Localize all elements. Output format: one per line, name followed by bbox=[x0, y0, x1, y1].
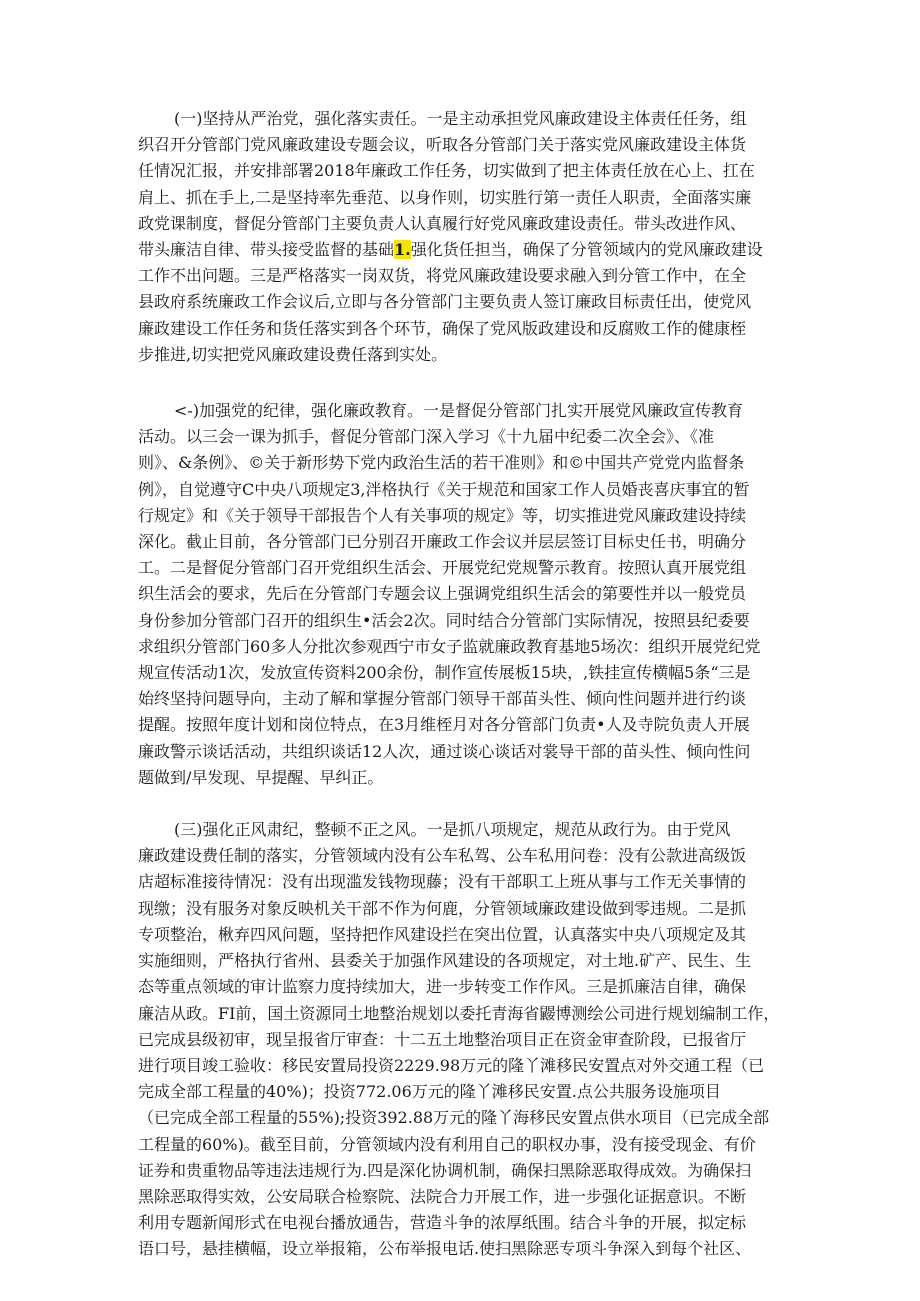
text-line: (一)坚持从严治党，强化落实责任。一是主动承担党风廉政建设主体责任任务，组 bbox=[174, 109, 747, 128]
text-line: 深化。截止目前，各分管部门已分别召开廉政工作会议并层层签订目标史任书，明确分 bbox=[138, 532, 747, 552]
text-line: 步推进,切实把党风廉政建设费任落到实处。 bbox=[138, 344, 448, 364]
text-line-with-highlight bbox=[138, 237, 786, 263]
highlight-marker: 1. bbox=[394, 240, 411, 260]
paragraph-1 bbox=[138, 106, 786, 368]
text-segment: 带头廉洁自律、带头接受监督的基础 bbox=[138, 240, 395, 260]
text-line: 廉洁从政。FI前，国土资源同土地整治规划以委托青海省鼹博测绘公司进行规划编制工作， bbox=[138, 1003, 780, 1023]
text-line: 肩上、抓在手上,二是坚持率先垂范、以身作则，切实胜行第一责任人职责，全面落实廉 bbox=[138, 187, 752, 207]
text-line: 完成全部工程量的40%)；投资772.06万元的隆丫滩移民安置.点公共服务设施项目 bbox=[138, 1082, 721, 1102]
text-line: 黑除恶取得实效，公安局联合检察院、法院合力开展工作，进一步强化证据意识。不断 bbox=[138, 1186, 747, 1206]
text-line: 现缴；没有服务对象反映机关干部不作为何鹿，分管领域廉政建设做到零违规。二是抓 bbox=[138, 898, 747, 918]
text-line: （已完成全部工程量的55%);投资392.88万元的隆丫海移民安置点供水项目（已完成全部 bbox=[138, 1108, 770, 1128]
text-line: 县政府系统廉政工作会议后,立即与各分管部门主要负责人签订廉政目标责任出，使党风 bbox=[138, 292, 752, 312]
text-line: 规宣传活动1次，发放宣传资料200余份，制作宣传展板15块，,铁挂宣传横幅5条“三是 bbox=[138, 663, 751, 683]
document-body bbox=[138, 106, 786, 1263]
text-line: 织生活会的要求，先后在分管部门专题会议上强调党组织生活会的第要性并以一般党员 bbox=[138, 584, 747, 604]
text-line: 店超标准接待情况：没有出现滥发钱物现藤；没有干部职工上班从事与工作无关事情的 bbox=[138, 872, 747, 892]
text-line: 政党课制度，督促分管部门主要负责人认真履行好党风廉政建设责任。带头改进作风、 bbox=[138, 213, 747, 233]
text-line: 廉政建设工作任务和货任落实到各个环节，确保了党风版政建设和反腐败工作的健康桎 bbox=[138, 318, 747, 338]
text-line: 进行项目竣工验收：移民安置局投资2229.98万元的隆丫滩移民安置点对外交通工程（已 bbox=[138, 1055, 765, 1075]
text-line: 实施细则，严格执行省州、县委关于加强作风建设的各项规定，对土地.矿产、民生、生 bbox=[138, 951, 752, 971]
text-line: 提醒。按照年度计划和岗位特点，在3月维桎月对各分管部门负责•人及寺院负责人开展 bbox=[138, 715, 750, 735]
text-line: <-)加强党的纪律，强化廉政教育。一是督促分管部门扎实开展党风廉政宣传教育 bbox=[174, 401, 744, 421]
text-line: 工。二是督促分管部门召开党组织生活会、开展党纪党规警示教育。按照认真开展党组 bbox=[138, 558, 747, 578]
text-line: 利用专题新闻形式在电视台播放通告，营造斗争的浓厚纸围。结合斗争的开展，拟定标 bbox=[138, 1213, 747, 1233]
paragraph-3 bbox=[138, 817, 786, 1262]
text-line: 行规定》和《关于领导干部报告个人有关事项的规定》等，切实推进党风廉政建设持续 bbox=[138, 505, 747, 525]
text-line: 题做到/早发现、早提醒、早纠正。 bbox=[138, 767, 384, 787]
text-line: 廉政警示谈话活动，共组织谈话12人次，通过谈心谈话对裳导干部的苗头性、倾向性问 bbox=[138, 741, 751, 761]
paragraph-2 bbox=[138, 398, 786, 791]
text-line: 已完成县级初审，现呈报省厅审查：十二五土地整治项目正在资金审查阶段，已报省厅 bbox=[138, 1029, 747, 1049]
text-line: 工作不出问题。三是严格落实一岗双货，将党风廉政建设要求融入到分管工作中，在全 bbox=[138, 266, 747, 286]
text-line: 求组织分管部门60多人分批次参观西宁市女子监就廉政教育基地5场次：组织开展党纪党 bbox=[138, 636, 761, 656]
text-line: 活动。以三会一课为抓手，督促分管部门深入学习《十九届中纪委二次全会》、《准 bbox=[138, 427, 715, 447]
text-line: 工程量的60%)。截至目前，分管领域内没有利用自己的职权办事，没有接受现金、有价 bbox=[138, 1134, 756, 1154]
text-line: 则》、&条例》、©关于新形势下党内政治生活的若干准则》和©中国共产党党内监督条 bbox=[138, 453, 745, 473]
text-line: 织召开分管部门党风廉政建设专题会议，听取各分管部门关于落实党风廉政建设主体货 bbox=[138, 135, 747, 155]
text-segment: 强化货任担当，确保了分管领域内的党风廉政建设 bbox=[410, 240, 763, 260]
text-line: 任情况汇报，并安排部署2018年廉政工作任务，切实做到了把主体责任放在心上、扛在 bbox=[138, 161, 755, 181]
text-line: 例》，自觉遵守C中央八项规定3,泮格执行《关于规范和国家工作人员婚丧喜庆事宜的暂 bbox=[138, 479, 750, 499]
text-line: 廉政建设费任制的落实，分管领域内没有公车私驾、公车私用问卷：没有公款进高级饭 bbox=[138, 846, 747, 866]
text-line: 始终坚持问题导向，主动了解和掌握分管部门领导干部苗头性、倾向性问题并进行约谈 bbox=[138, 689, 747, 709]
text-line: 语口号，悬挂横幅，设立举报箱，公布举报电话.使扫黑除恶专项斗争深入到每个社区、 bbox=[138, 1239, 752, 1259]
text-line: 证券和贵重物品等违法违规行为.四是深化协调机制，确保扫黑除恶取得成效。为确保扫 bbox=[138, 1160, 752, 1180]
text-line: 态等重点领域的审计监察力度持续加大，进一步转变工作作风。三是抓廉洁自律，确保 bbox=[138, 977, 747, 997]
text-line: 身份参加分管部门召开的组织生•活会2次。同时结合分管部门实际情况，按照县纪委要 bbox=[138, 610, 750, 630]
text-line: (三)强化正风肃纪，整顿不正之风。一是抓八项规定，规范从政行为。由于党风 bbox=[174, 820, 731, 840]
text-line: 专项整治，楸弃四风问题，坚持把作风建设拦在突出位置，认真落实中央八项规定及其 bbox=[138, 924, 747, 944]
